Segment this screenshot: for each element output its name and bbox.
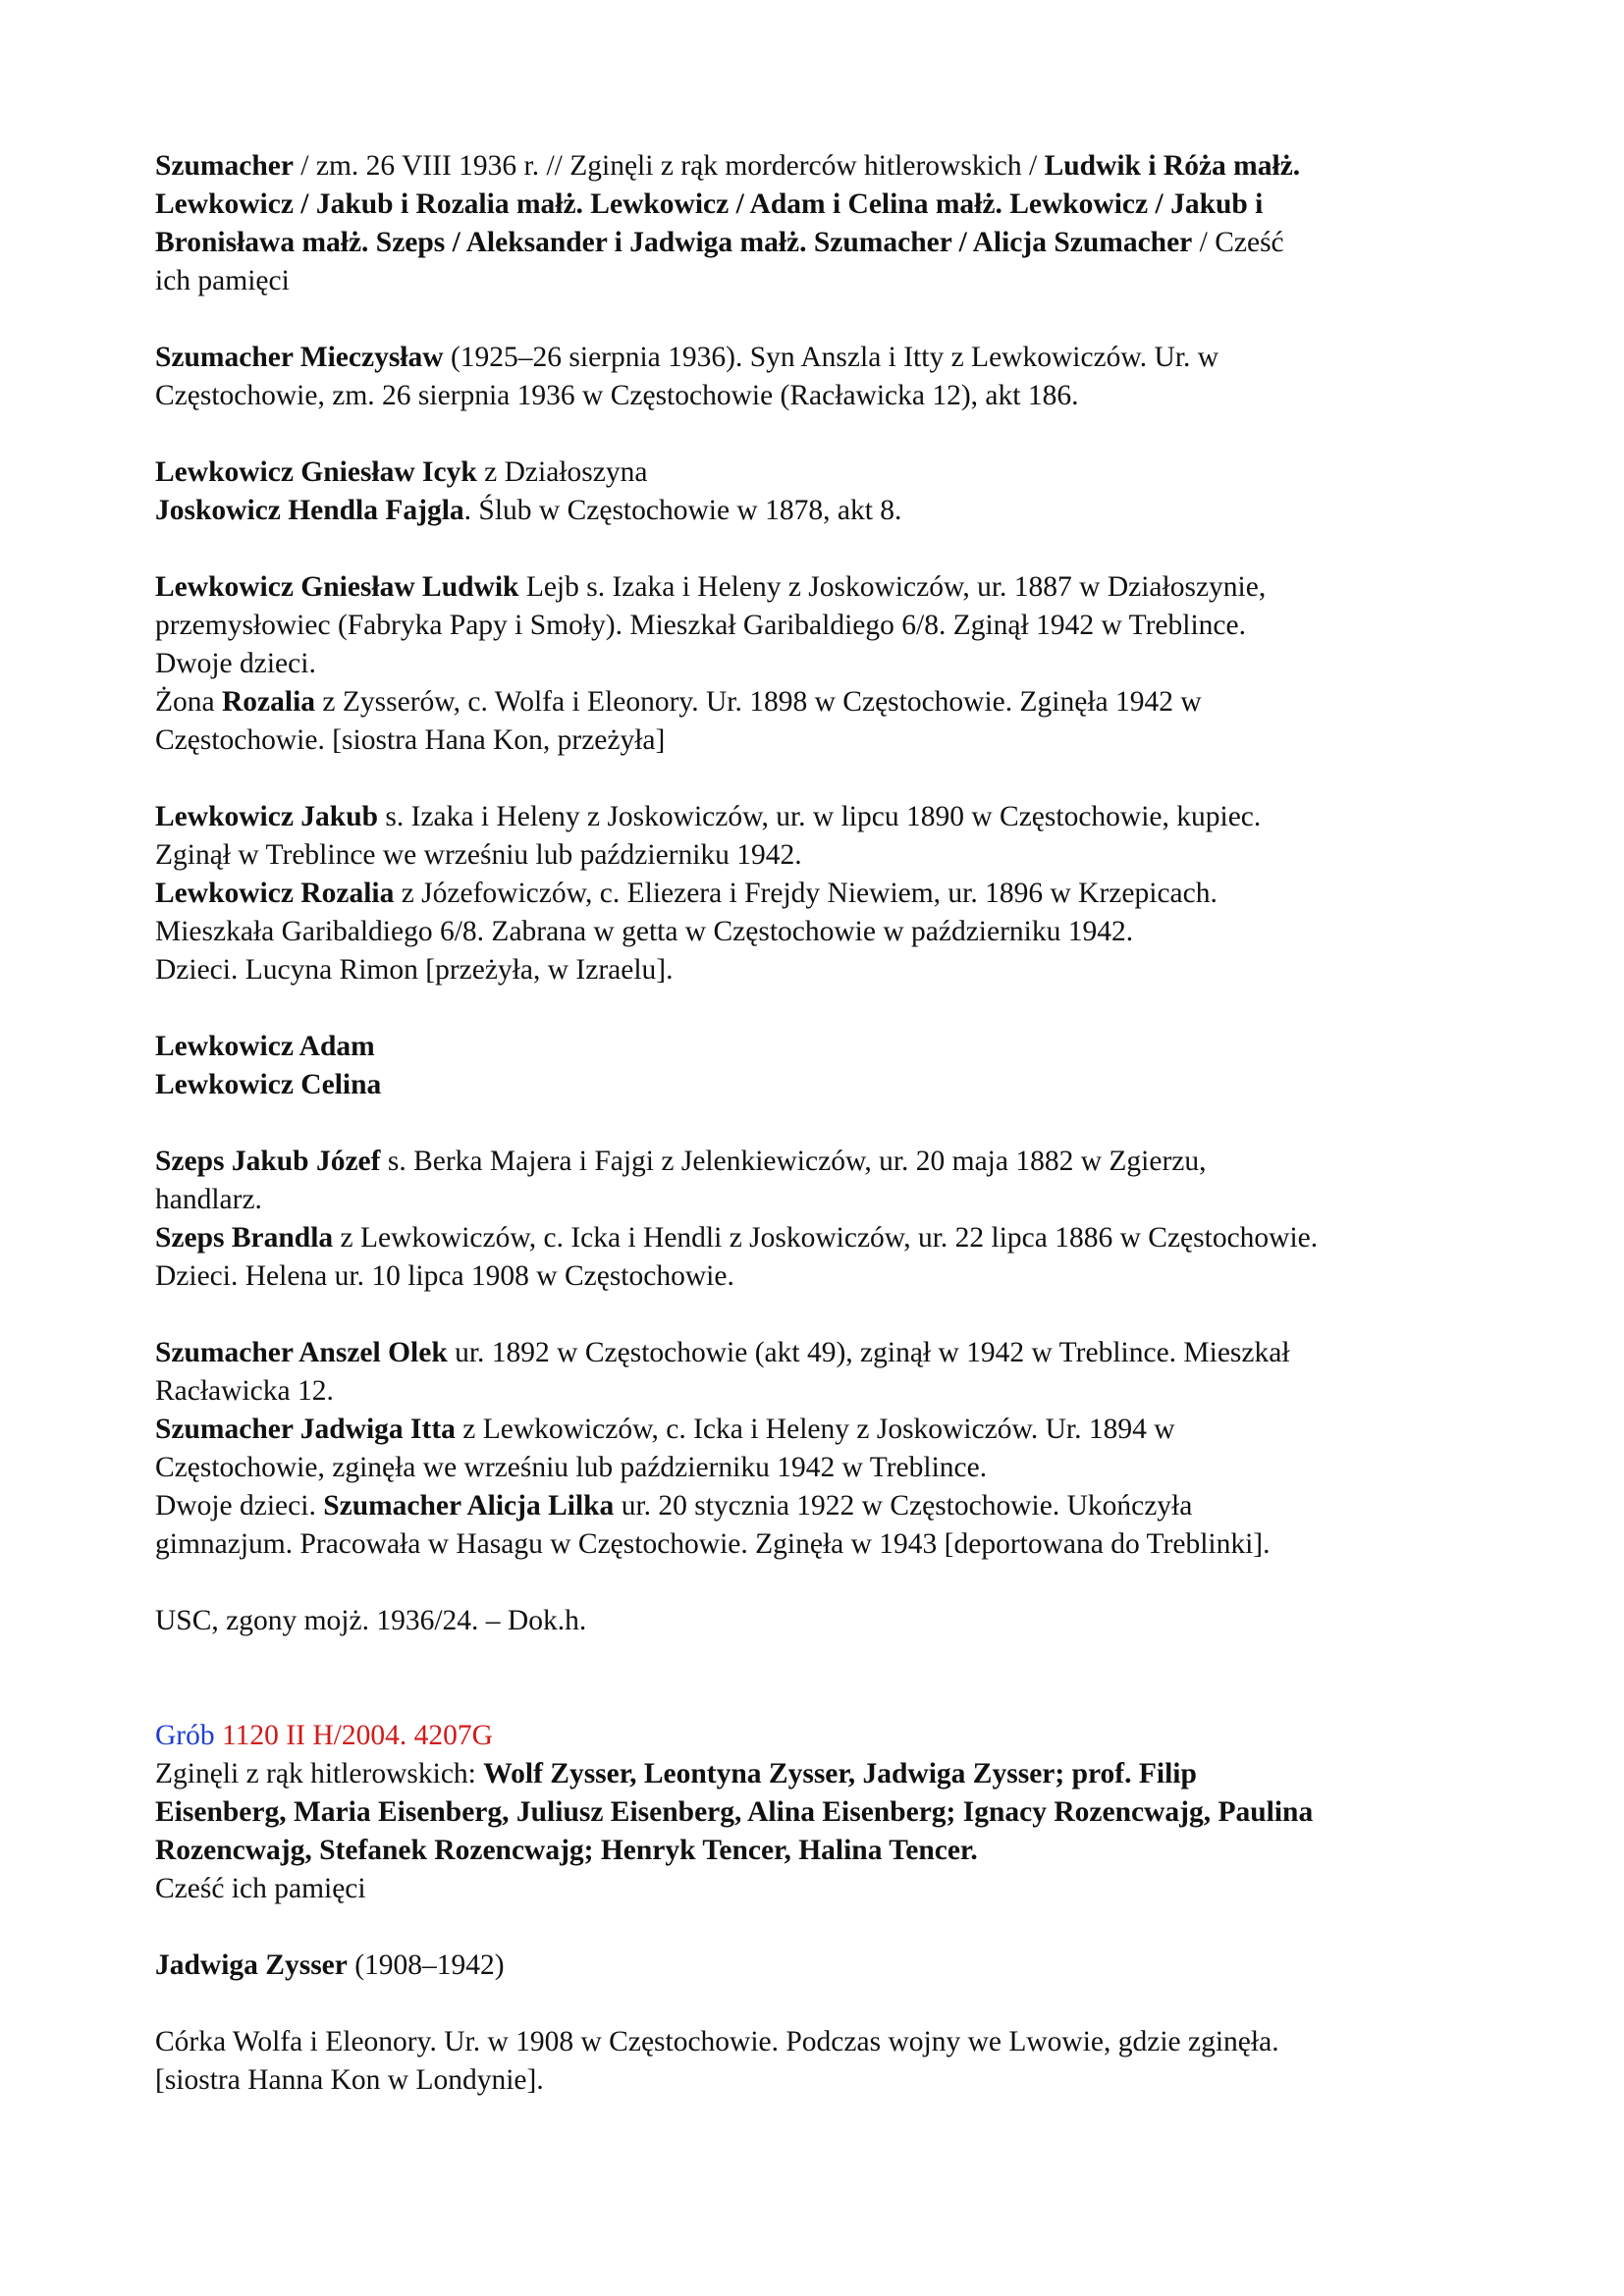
bold-name: Bronisława małż. Szeps / Aleksander i Jadwiga małż. Szumacher / Alicja Szumacher <box>155 227 1193 258</box>
grave-label: Grób <box>155 1720 215 1751</box>
bold-name: Szumacher Jadwiga Itta <box>155 1414 456 1445</box>
text-run: (1908–1942) <box>347 1949 505 1981</box>
text-run: . Ślub w Częstochowie w 1878, akt 8. <box>463 495 902 526</box>
inscription-szumacher <box>155 147 1490 300</box>
bold-name: Ludwik i Róża małż. <box>1044 150 1301 182</box>
text-line <box>155 1066 1490 1104</box>
entry-szeps <box>155 1143 1490 1296</box>
text-line: Córka Wolfa i Eleonory. Ur. w 1908 w Częstochowie. Podczas wojny we Lwowie, gdzie zginęła. <box>155 2026 1279 2057</box>
text-line: Mieszkała Garibaldiego 6/8. Zabrana w getta w Częstochowie w październiku 1942. <box>155 916 1134 947</box>
bold-name: Szumacher Mieczysław <box>155 342 444 373</box>
text-line: Racławicka 12. <box>155 1375 334 1407</box>
text-run: (1925–26 sierpnia 1936). Syn Anszla i Itty z Lewkowiczów. Ur. w <box>443 342 1219 373</box>
text-run: z Lewkowiczów, c. Icka i Hendli z Joskowiczów, ur. 22 lipca 1886 w Częstochowie. <box>333 1222 1319 1254</box>
text-line <box>155 186 1490 224</box>
text-line <box>155 224 1490 262</box>
text-line <box>155 1832 1490 1870</box>
text-run: z Działoszyna <box>476 456 648 488</box>
entry-lewkowicz-ludwik <box>155 568 1490 760</box>
text-run: Zginęli z rąk hitlerowskich: <box>155 1758 484 1789</box>
text-line <box>155 1028 1490 1066</box>
text-line: Zginął w Treblince we wrześniu lub październiku 1942. <box>155 839 802 871</box>
bold-name: Wolf Zysser, Leontyna Zysser, Jadwiga Zysser; prof. Filip <box>483 1758 1197 1789</box>
source-note <box>155 1602 1490 1640</box>
bold-name: Lewkowicz Gniesław Icyk <box>155 456 477 488</box>
bold-name: Szeps Brandla <box>155 1222 334 1254</box>
text-run: z Zysserów, c. Wolfa i Eleonory. Ur. 1898 w Częstochowie. Zginęła 1942 w <box>315 686 1202 718</box>
text-run: / zm. 26 VIII 1936 r. // Zginęli z rąk morderców hitlerowskich / <box>293 150 1045 182</box>
text-run: ur. 1892 w Częstochowie (akt 49), zginął w 1942 w Treblince. Mieszkał <box>447 1337 1290 1368</box>
text-line <box>155 492 1490 530</box>
text-run: s. Berka Majera i Fajgi z Jelenkiewiczów, ur. 20 maja 1882 w Zgierzu, <box>380 1146 1207 1177</box>
grave-number: 1120 II H/2004. 4207G <box>214 1720 493 1751</box>
text-line <box>155 1487 1490 1525</box>
text-line: przemysłowiec (Fabryka Papy i Smoły). Mieszkał Garibaldiego 6/8. Zginął 1942 w Treblince. <box>155 610 1246 641</box>
text-line: Częstochowie, zm. 26 sierpnia 1936 w Częstochowie (Racławicka 12), akt 186. <box>155 380 1079 411</box>
grave-inscription-zysser <box>155 1717 1490 1908</box>
bold-name: Lewkowicz / Jakub i Rozalia małż. Lewkowicz / Adam i Celina małż. Lewkowicz / Jakub i <box>155 188 1264 220</box>
text-line: [siostra Hanna Kon w Londynie]. <box>155 2064 544 2096</box>
text-line: ich pamięci <box>155 265 290 296</box>
text-run: Lejb s. Izaka i Heleny z Joskowiczów, ur. 1887 w Działoszynie, <box>518 571 1267 603</box>
bold-name: Lewkowicz Rozalia <box>155 878 395 909</box>
entry-jadwiga-zysser-bio <box>155 2023 1490 2100</box>
text-line <box>155 454 1490 492</box>
bold-name: Jadwiga Zysser <box>155 1949 348 1981</box>
text-line: Częstochowie. [siostra Hana Kon, przeżyła] <box>155 724 666 756</box>
bold-name: Szumacher <box>155 150 294 182</box>
text-line <box>155 1334 1490 1372</box>
text-line: gimnazjum. Pracowała w Hasagu w Częstochowie. Zginęła w 1943 [deportowana do Treblinki]. <box>155 1528 1271 1560</box>
entry-lewkowicz-icyk <box>155 454 1490 530</box>
text-line: Dwoje dzieci. <box>155 648 316 679</box>
bold-name: Rozencwajg, Stefanek Rozencwajg; Henryk Tencer, Halina Tencer. <box>155 1835 978 1866</box>
text-line <box>155 1947 1490 1985</box>
text-line <box>155 1411 1490 1449</box>
entry-szumacher-anszel <box>155 1334 1490 1564</box>
entry-jadwiga-zysser-heading <box>155 1947 1490 1985</box>
bold-name: Eisenberg, Maria Eisenberg, Juliusz Eisenberg, Alina Eisenberg; Ignacy Rozencwajg, Paulina <box>155 1796 1314 1828</box>
bold-name: Lewkowicz Adam <box>155 1031 375 1062</box>
text-line <box>155 147 1490 186</box>
text-line <box>155 1793 1490 1832</box>
text-line <box>155 683 1490 721</box>
text-line: Dzieci. Helena ur. 10 lipca 1908 w Częstochowie. <box>155 1260 734 1292</box>
document-page <box>155 147 1490 2100</box>
bold-name: Szumacher Anszel Olek <box>155 1337 448 1368</box>
entry-lewkowicz-adam-celina <box>155 1028 1490 1104</box>
text-run: Dwoje dzieci. <box>155 1490 324 1522</box>
entry-lewkowicz-jakub <box>155 798 1490 989</box>
text-run: z Józefowiczów, c. Eliezera i Frejdy Niewiem, ur. 1896 w Krzepicach. <box>394 878 1218 909</box>
text-line: Dzieci. Lucyna Rimon [przeżyła, w Izraelu]. <box>155 954 674 986</box>
text-line <box>155 568 1490 607</box>
text-run: ur. 20 stycznia 1922 w Częstochowie. Ukończyła <box>614 1490 1193 1522</box>
text-line <box>155 1143 1490 1181</box>
bold-name: Lewkowicz Gniesław Ludwik <box>155 571 519 603</box>
text-line: Częstochowie, zginęła we wrześniu lub październiku 1942 w Treblince. <box>155 1452 988 1483</box>
text-line <box>155 875 1490 913</box>
bold-name: Lewkowicz Jakub <box>155 801 379 832</box>
text-run: / Cześć <box>1192 227 1284 258</box>
entry-szumacher-mieczyslaw <box>155 339 1490 415</box>
text-run: z Lewkowiczów, c. Icka i Heleny z Joskowiczów. Ur. 1894 w <box>455 1414 1175 1445</box>
text-run: s. Izaka i Heleny z Joskowiczów, ur. w lipcu 1890 w Częstochowie, kupiec. <box>378 801 1262 832</box>
bold-name: Lewkowicz Celina <box>155 1069 382 1100</box>
text-line: USC, zgony mojż. 1936/24. – Dok.h. <box>155 1605 587 1636</box>
text-line: handlarz. <box>155 1184 262 1215</box>
bold-name: Rozalia <box>222 686 316 718</box>
text-line <box>155 1219 1490 1257</box>
grave-heading <box>155 1717 1490 1755</box>
text-line <box>155 339 1490 377</box>
text-line <box>155 798 1490 836</box>
bold-name: Szumacher Alicja Lilka <box>323 1490 615 1522</box>
bold-name: Szeps Jakub Józef <box>155 1146 381 1177</box>
bold-name: Joskowicz Hendla Fajgla <box>155 495 464 526</box>
text-line: Cześć ich pamięci <box>155 1873 366 1904</box>
text-line <box>155 1755 1490 1793</box>
text-run: Żona <box>155 686 222 718</box>
